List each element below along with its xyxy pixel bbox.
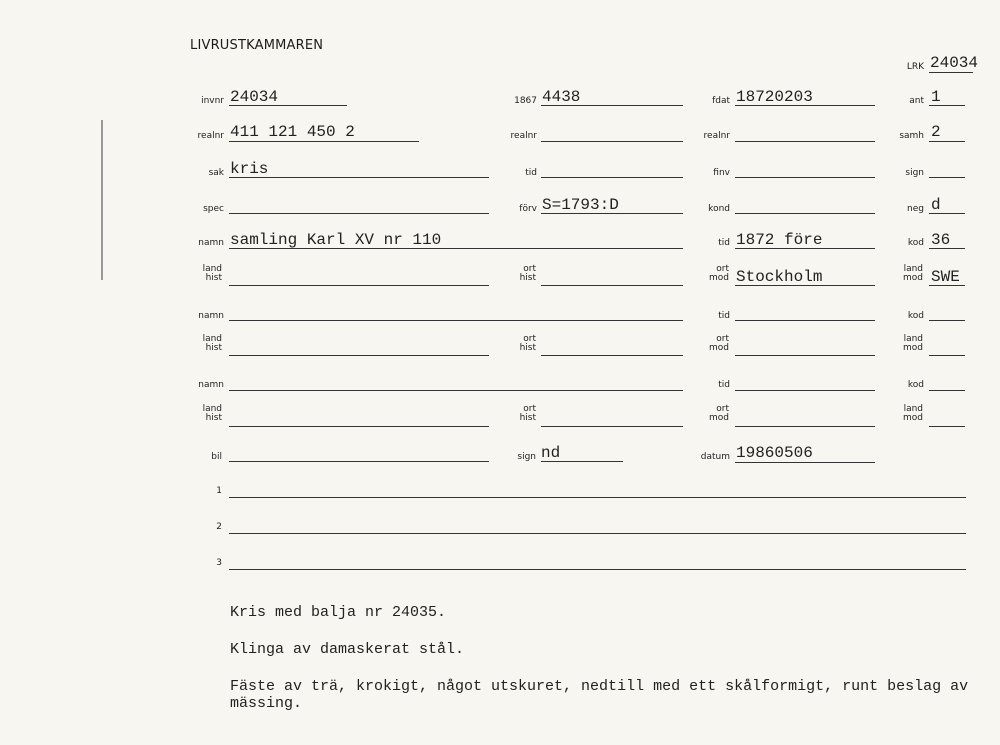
realnr-line <box>229 141 419 142</box>
sign-label-1: sign <box>905 168 924 178</box>
land-hist-line-2 <box>229 355 489 356</box>
sign-line-2 <box>541 461 623 462</box>
spec-label: spec <box>203 204 224 214</box>
kod-line-3 <box>929 390 965 391</box>
ort-hist-line-2 <box>541 355 683 356</box>
kond-label: kond <box>708 204 730 214</box>
tid-label-3: tid <box>718 311 730 321</box>
realnr2-line <box>541 141 683 142</box>
namn-line-2 <box>229 320 683 321</box>
line-number-3: 3 <box>216 558 222 568</box>
kod-line-1 <box>929 248 965 249</box>
land-mod-line-2 <box>929 355 965 356</box>
datum-value: 19860506 <box>736 444 813 462</box>
land-mod-label-1: land mod <box>903 264 923 283</box>
ort-mod-line-3 <box>735 426 875 427</box>
note-line-1: Kris med balja nr 24035. <box>230 604 447 621</box>
namn-label-2: namn <box>198 311 224 321</box>
land-mod-line-3 <box>929 426 965 427</box>
realnr-value: 411 121 450 2 <box>230 123 355 141</box>
kond-line <box>735 213 875 214</box>
binding-mark <box>101 120 103 280</box>
tid-label-4: tid <box>718 380 730 390</box>
institution-heading: LIVRUSTKAMMAREN <box>190 38 324 53</box>
samh-label: samh <box>899 131 924 141</box>
sign-line-1 <box>929 177 965 178</box>
y1867-value: 4438 <box>542 88 581 106</box>
land-hist-label-3: land hist <box>202 404 222 423</box>
forv-value: S=1793:D <box>542 196 619 214</box>
ort-hist-line-1 <box>541 285 683 286</box>
land-hist-line-3 <box>229 426 489 427</box>
invnr-line <box>229 105 347 106</box>
forv-label: förv <box>519 204 537 214</box>
numbered-line-2 <box>229 533 966 534</box>
invnr-value: 24034 <box>230 88 279 106</box>
namn-label-1: namn <box>198 238 224 248</box>
ort-hist-label-1: ort hist <box>519 264 536 283</box>
realnr2-label: realnr <box>510 131 537 141</box>
fdat-value: 18720203 <box>736 88 813 106</box>
ort-mod-line-2 <box>735 355 875 356</box>
bil-label: bil <box>211 452 222 462</box>
tid-line-2 <box>735 248 875 249</box>
spec-line <box>229 213 489 214</box>
namn-label-3: namn <box>198 380 224 390</box>
namn-value: samling Karl XV nr 110 <box>230 231 442 249</box>
datum-line <box>735 462 875 463</box>
invnr-label: invnr <box>201 96 224 106</box>
ort-hist-label-2: ort hist <box>519 334 536 353</box>
ort-mod-label-3: ort mod <box>709 404 729 423</box>
kod-line-2 <box>929 320 965 321</box>
realnr-label: realnr <box>197 131 224 141</box>
sign-value: nd <box>541 444 561 462</box>
lrk-label: LRK <box>906 62 924 72</box>
numbered-line-3 <box>229 569 966 570</box>
finv-line <box>735 177 875 178</box>
tid-label-1: tid <box>525 168 537 178</box>
sign-label-2: sign <box>517 452 536 462</box>
land-mod-line-1 <box>929 285 965 286</box>
fdat-label: fdat <box>712 96 730 106</box>
tid-line-4 <box>735 390 875 391</box>
datum-label: datum <box>700 452 730 462</box>
tid-value: 1872 före <box>736 231 823 249</box>
kod-label-3: kod <box>907 380 924 390</box>
ort-mod-label-1: ort mod <box>709 264 729 283</box>
ort-mod-value: Stockholm <box>736 268 823 286</box>
namn-line-1 <box>229 248 683 249</box>
line-number-2: 2 <box>216 522 222 532</box>
land-mod-label-2: land mod <box>903 334 923 353</box>
lrk-value: 24034 <box>930 54 979 72</box>
samh-line <box>929 141 965 142</box>
numbered-line-1 <box>229 497 966 498</box>
land-mod-label-3: land mod <box>903 404 923 423</box>
land-hist-line-1 <box>229 285 489 286</box>
kod-label-2: kod <box>907 311 924 321</box>
ant-label: ant <box>909 96 924 106</box>
sak-line <box>229 177 489 178</box>
fdat-line <box>735 105 875 106</box>
finv-label: finv <box>713 168 730 178</box>
sak-value: kris <box>230 160 269 178</box>
ort-mod-line-1 <box>735 285 875 286</box>
realnr3-label: realnr <box>703 131 730 141</box>
note-line-3: Fäste av trä, krokigt, något utskuret, nedtill med ett skålformigt, runt beslag av mässing. <box>230 678 969 712</box>
sak-label: sak <box>208 168 224 178</box>
neg-label: neg <box>907 204 924 214</box>
neg-value: d <box>931 196 941 214</box>
ort-hist-line-3 <box>541 426 683 427</box>
land-mod-value: SWE <box>931 268 960 286</box>
ant-value: 1 <box>931 88 941 106</box>
neg-line <box>929 213 965 214</box>
realnr3-line <box>735 141 875 142</box>
tid-line-3 <box>735 320 875 321</box>
ort-mod-label-2: ort mod <box>709 334 729 353</box>
namn-line-3 <box>229 390 683 391</box>
kod-label-1: kod <box>907 238 924 248</box>
ort-hist-label-3: ort hist <box>519 404 536 423</box>
kod-value: 36 <box>931 231 951 249</box>
land-hist-label-1: land hist <box>202 264 222 283</box>
land-hist-label-2: land hist <box>202 334 222 353</box>
samh-value: 2 <box>931 123 941 141</box>
y1867-label: 1867 <box>514 96 537 106</box>
ant-line <box>929 105 965 106</box>
note-line-2: Klinga av damaskerat stål. <box>230 641 465 658</box>
tid-label-2: tid <box>718 238 730 248</box>
lrk-line <box>929 72 973 73</box>
line-number-1: 1 <box>216 486 222 496</box>
bil-line <box>229 461 489 462</box>
